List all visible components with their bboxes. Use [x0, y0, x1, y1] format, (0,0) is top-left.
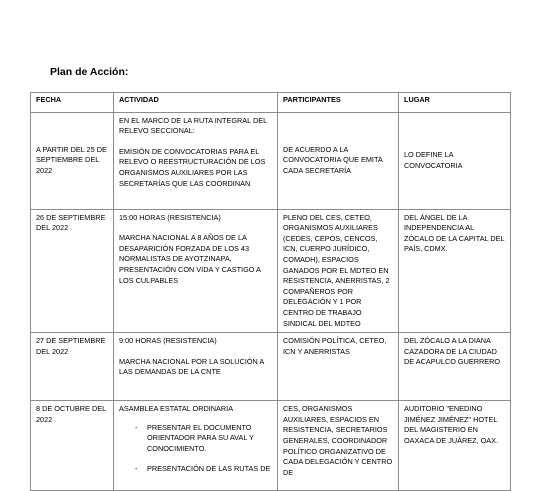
header-actividad: ACTIVIDAD — [114, 93, 278, 113]
table-row — [31, 401, 511, 491]
cell-lugar: DEL ÁNGEL DE LA INDEPENDENCIA AL ZÓCALO DE LA CAPITAL DEL PAÍS, CDMX. — [399, 209, 511, 333]
actividad-detail: EMISIÓN DE CONVOCATORIAS PARA EL RELEVO O REESTRUCTURACIÓN DE LOS ORGANISMOS AUXILIARES POR LAS SECRETARÍAS QUE LAS COORDINAN — [119, 146, 266, 188]
list-item: - PRESENTACIÓN DE LAS RUTAS DE — [119, 464, 272, 475]
table-row — [31, 333, 511, 401]
table-row — [31, 112, 511, 209]
actividad-intro: EN EL MARCO DE LA RUTA INTEGRAL DEL RELEVO SECCIONAL: — [119, 115, 267, 136]
table-header-row — [31, 93, 511, 113]
header-lugar: LUGAR — [399, 93, 511, 113]
page-title: Plan de Acción: — [50, 66, 129, 78]
actividad-intro: ASAMBLEA ESTATAL ORDINARIA — [119, 404, 234, 414]
cell-lugar: DEL ZÓCALO A LA DIANA CAZADORA DE LA CIUDAD DE ACAPULCO GUERRERO — [399, 333, 511, 401]
cell-participantes: COMISIÓN POLÍTICA, CETEO, ICN Y ANERRISTAS — [278, 333, 399, 401]
cell-actividad — [114, 333, 278, 401]
cell-actividad — [114, 401, 278, 491]
cell-actividad — [114, 209, 278, 333]
cell-fecha: A PARTIR DEL 25 DE SEPTIEMBRE DEL 2022 — [31, 112, 114, 209]
table-row — [31, 209, 511, 333]
header-participantes: PARTICIPANTES — [278, 93, 399, 113]
cell-lugar: AUDITORIO "ENEDINO JIMÉNEZ JIMÉNEZ" HOTEL DEL MAGISTERIO EN OAXACA DE JUÁREZ, OAX. — [399, 401, 511, 491]
actividad-intro: 9:00 HORAS (RESISTENCIA) — [119, 336, 217, 346]
cell-lugar: LO DEFINE LA CONVOCATORIA — [399, 112, 511, 209]
cell-fecha: 8 DE OCTUBRE DEL 2022 — [31, 401, 114, 491]
cell-participantes: DE ACUERDO A LA CONVOCATORIA QUE EMITA CADA SECRETARÍA — [278, 112, 399, 209]
actividad-detail: MARCHA NACIONAL POR LA SOLUCIÓN A LAS DEMANDAS DE LA CNTE — [119, 356, 264, 377]
actividad-intro: 15:00 HORAS (RESISTENCIA) — [119, 212, 221, 222]
actividad-detail: MARCHA NACIONAL A 8 AÑOS DE LA DESAPARICIÓN FORZADA DE LOS 43 NORMALISTAS DE AYOTZINAPA, PRESENTACIÓN CON VIDA Y CASTIGO A LOS CULPABLES — [119, 233, 261, 285]
actividad-list — [119, 423, 272, 474]
header-fecha: FECHA — [31, 93, 114, 113]
action-plan-table — [30, 92, 511, 491]
cell-participantes: PLENO DEL CES, CETEO, ORGANISMOS AUXILIARES (CEDES, CEPOS, CENCOS, ICN, CUERPO JURÍDICO, COMADH), ESPACIOS GANADOS POR EL MDTEO EN RESISTENCIA, ANERRISTAS, 2 COMPAÑEROS POR DELEGACIÓN Y 1 POR CENTRO DE TRABAJO SINDICAL DEL MDTEO — [278, 209, 399, 333]
cell-participantes: CES, ORGANISMOS AUXILIARES, ESPACIOS EN RESISTENCIA, SECRETARIOS GENERALES, COORDINADOR POLÍTICO ORGANIZATIVO DE CADA DELEGACIÓN Y CENTRO DE — [278, 401, 399, 491]
cell-fecha: 27 DE SEPTIEMBRE DEL 2022 — [31, 333, 114, 401]
cell-actividad — [114, 112, 278, 209]
cell-fecha: 26 DE SEPTIEMBRE DEL 2022 — [31, 209, 114, 333]
list-item: - PRESENTAR EL DOCUMENTO ORIENTADOR PARA SU AVAL Y CONOCIMIENTO. — [119, 423, 272, 455]
